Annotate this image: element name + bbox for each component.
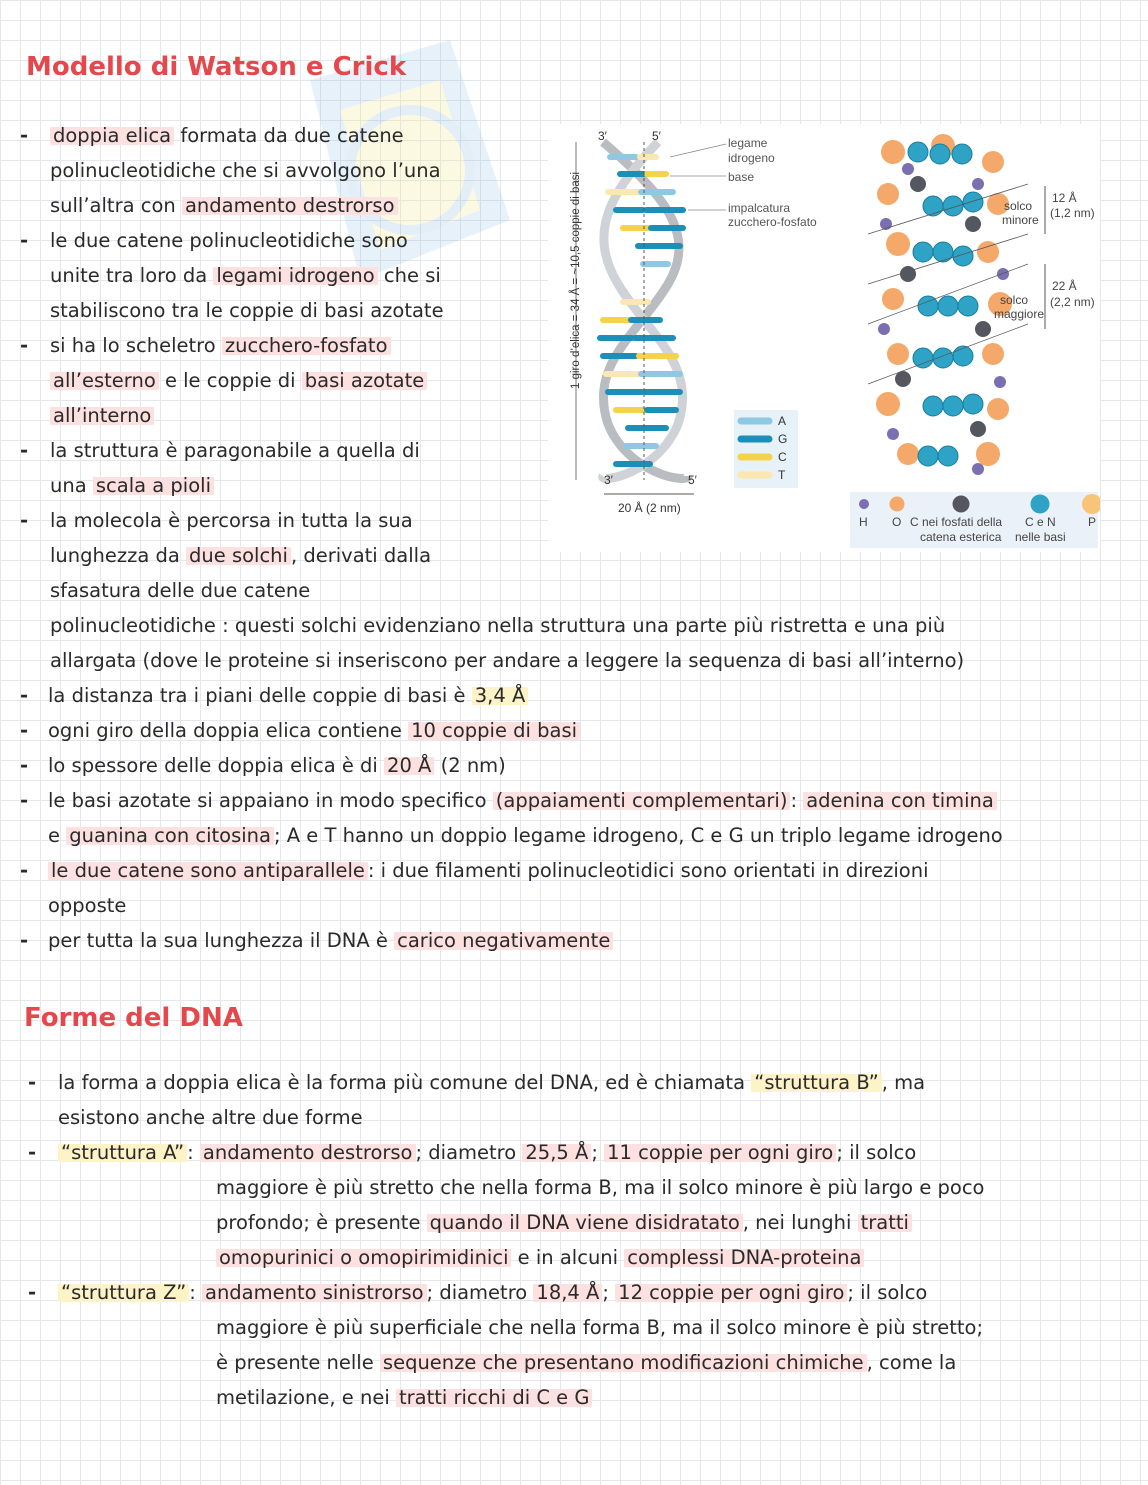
svg-text:T: T (778, 468, 786, 482)
svg-text:G: G (778, 432, 788, 446)
list-item: - la struttura è paragonabile a quella di una scala a pioli (20, 439, 420, 497)
major-groove-label: maggiore (994, 307, 1045, 321)
strand-end-label: 3′ (598, 129, 607, 143)
major-groove-size: 22 Å (1052, 279, 1077, 293)
major-groove-label: solco (1000, 293, 1029, 307)
hbond-label: legame (728, 136, 768, 150)
svg-text:C e N: C e N (1025, 515, 1056, 529)
list-item: - la molecola è percorsa in tutta la sua lunghezza da due solchi , derivati dalla sfasatura delle due catene polinucleotidiche : questi solchi evidenziano nella struttura una parte più ristretta e una più allargata (dove le proteine si inseriscono per andare a leggere la sequenza di basi all’interno) (20, 509, 965, 672)
list-item: - “struttura A” : andamento destrorso ; diametro 25,5 Å ; 11 coppie per ogni giro ; il solco maggiore è più stretto che nella forma B, ma il solco minore è più largo e poco profondo; è presente quando il DNA viene disidratato , nei lunghi tratti omopurinici o omopirimidinici e in alcuni complessi DNA-proteina (28, 1141, 985, 1269)
list-item: - le due catene sono antiparallele : i due filamenti polinucleotidici sono orientati in direzioni opposte (20, 859, 929, 917)
list-item: - la distanza tra i piani delle coppie di basi è 3,4 Å (20, 678, 1130, 713)
list-item: - le basi azotate si appaiano in modo specifico (appaiamenti complementari) : adenina con timina e guanina con citosina ; A e T hanno un doppio legame idrogeno, C e G un triplo legame idrogeno (20, 789, 1003, 847)
dna-structure-figure (548, 124, 1100, 552)
svg-text:H: H (859, 515, 868, 529)
minor-groove-label: minore (1002, 213, 1039, 227)
minor-groove-label: solco (1004, 199, 1033, 213)
list-item: - “struttura Z” : andamento sinistrorso ; diametro 18,4 Å ; 12 coppie per ogni giro ; il solco maggiore è più superficiale che nella forma B, ma il solco minore è più stretto; è presente nelle sequenze che presentano modificazioni chimiche , come la metilazione, e nei tratti ricchi di C e G (28, 1281, 984, 1409)
svg-text:catena esterica: catena esterica (920, 530, 1002, 544)
list-item: - le due catene polinucleotidiche sono unite tra loro da legami idrogeno che si stabiliscono tra le coppie di basi azotate (20, 229, 444, 322)
strand-end-label: 5′ (688, 473, 697, 487)
strand-end-label: 5′ (652, 129, 661, 143)
backbone-label: impalcatura (728, 201, 791, 215)
list-item: - lo spessore delle doppia elica è di 20 Å (2 nm) (20, 754, 506, 777)
section-title-forme-dna: Forme del DNA (24, 1003, 243, 1033)
minor-groove-size: (1,2 nm) (1050, 206, 1095, 220)
list-item: - ogni giro della doppia elica contiene 10 coppie di basi (20, 713, 1130, 748)
list-item: - doppia elica formata da due catene polinucleotidiche che si avvolgono l’una sull’altra con andamento destrorso (20, 124, 441, 217)
list-item: - si ha lo scheletro zucchero-fosfato all’esterno e le coppie di basi azotate all’interno (20, 328, 540, 433)
width-label: 20 Å (2 nm) (618, 501, 681, 515)
minor-groove-size: 12 Å (1052, 191, 1077, 205)
strand-end-label: 3′ (604, 473, 613, 487)
svg-text:A: A (778, 414, 787, 428)
list-item: - per tutta la sua lunghezza il DNA è carico negativamente (20, 923, 1130, 958)
svg-text:O: O (892, 515, 902, 529)
major-groove-size: (2,2 nm) (1050, 295, 1095, 309)
list-item: - la forma a doppia elica è la forma più comune del DNA, ed è chiamata “struttura B” , ma esistono anche altre due forme (28, 1071, 926, 1129)
atom-color-legend (850, 492, 1100, 548)
svg-text:C: C (778, 450, 787, 464)
section-title-watson-crick: Modello di Watson e Crick (26, 52, 407, 82)
svg-text:P: P (1088, 515, 1097, 529)
helix-turn-axis-label: 1 giro d’elica = 34 Å = ~10,5 coppie di basi (570, 171, 582, 389)
backbone-label: zucchero-fosfato (728, 215, 817, 229)
svg-text:C nei fosfati della: C nei fosfati della (910, 515, 1003, 529)
base-label: base (728, 170, 755, 184)
base-color-legend (734, 410, 798, 488)
svg-text:nelle basi: nelle basi (1015, 530, 1066, 544)
hbond-label: idrogeno (728, 151, 775, 165)
